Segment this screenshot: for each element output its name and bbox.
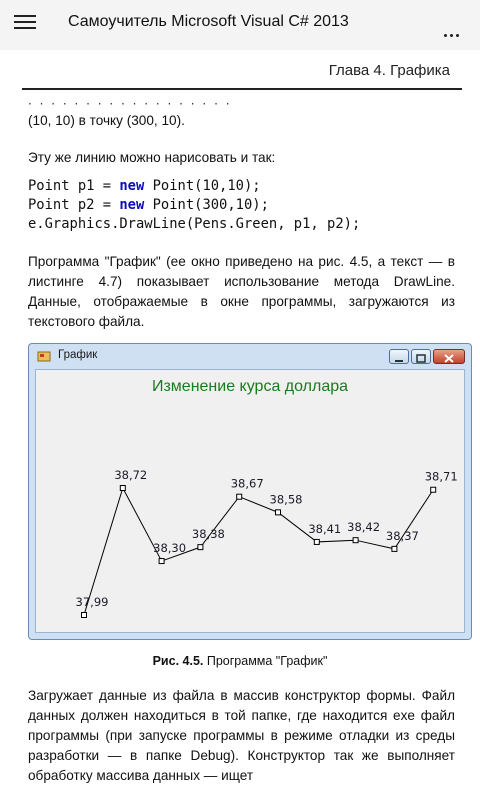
chapter-heading: Глава 4. Графика [328, 62, 450, 79]
data-label: 38,37 [385, 528, 419, 543]
data-point [314, 539, 319, 544]
figure-caption [0, 654, 480, 668]
data-point [120, 486, 125, 491]
code-listing [28, 177, 360, 234]
window-title: График [58, 349, 98, 361]
series-line [84, 488, 433, 615]
code-line: Point p2 = new Point(300,10); [28, 197, 269, 213]
clipped-text-line: · · · · · · · · · · · · · · · · · · [28, 97, 232, 111]
maximize-icon [411, 349, 431, 364]
code-line: Point p1 = new Point(10,10); [28, 178, 261, 194]
figure-caption-text: Программа "График" [203, 654, 328, 668]
line-chart [36, 370, 464, 632]
data-point [82, 613, 87, 618]
close-icon [433, 349, 465, 364]
data-label: 38,67 [230, 476, 264, 491]
text-line-1: (10, 10) в точку (300, 10). [28, 113, 185, 128]
code-line: e.Graphics.DrawLine(Pens.Green, p1, p2); [28, 216, 361, 232]
window-app-icon [38, 351, 50, 361]
chapter-divider [22, 88, 462, 90]
program-window-figure [28, 343, 472, 640]
data-point [198, 545, 203, 550]
data-point [159, 559, 164, 564]
data-label: 38,58 [269, 492, 303, 507]
more-vertical-icon[interactable] [444, 22, 468, 28]
data-label: 38,30 [153, 541, 187, 556]
data-point [237, 494, 242, 499]
figure-caption-label: Рис. 4.5. [152, 654, 204, 668]
data-label: 38,42 [347, 520, 381, 535]
hamburger-icon[interactable] [14, 15, 36, 33]
window-client-area [35, 369, 465, 633]
data-point [353, 538, 358, 543]
window-titlebar [29, 344, 471, 368]
text-line-2: Эту же линию можно нарисовать и так: [28, 150, 276, 165]
data-point [431, 487, 436, 492]
app-bar [0, 0, 480, 50]
paragraph-2: Загружает данные из файла в массив конструктор формы. Файл данных должен находиться в той папке, где находится exe файл программы (при запуске программы в режиме отладки из среды разработки — в папке Debug). Конструктор так же выполняет обработку массива данных — ищет [28, 688, 455, 783]
data-label: 38,41 [308, 521, 342, 536]
data-point [276, 510, 281, 515]
data-label: 38,38 [191, 527, 225, 542]
app-title: Самоучитель Microsoft Visual C# 2013 [68, 13, 349, 30]
data-label: 38,72 [114, 468, 148, 482]
data-label: 37,99 [75, 595, 109, 609]
data-label: 38,71 [424, 469, 458, 484]
chart-title: Изменение курса доллара [151, 378, 349, 395]
data-point [392, 546, 397, 551]
minimize-icon [389, 349, 409, 364]
paragraph-1: Программа "График" (ее окно приведено на рис. 4.5, а текст — в листинге 4.7) показывает использование метода DrawLine. Данные, отображаемые в окне программы, загружаются из текстового файла. [28, 254, 455, 329]
